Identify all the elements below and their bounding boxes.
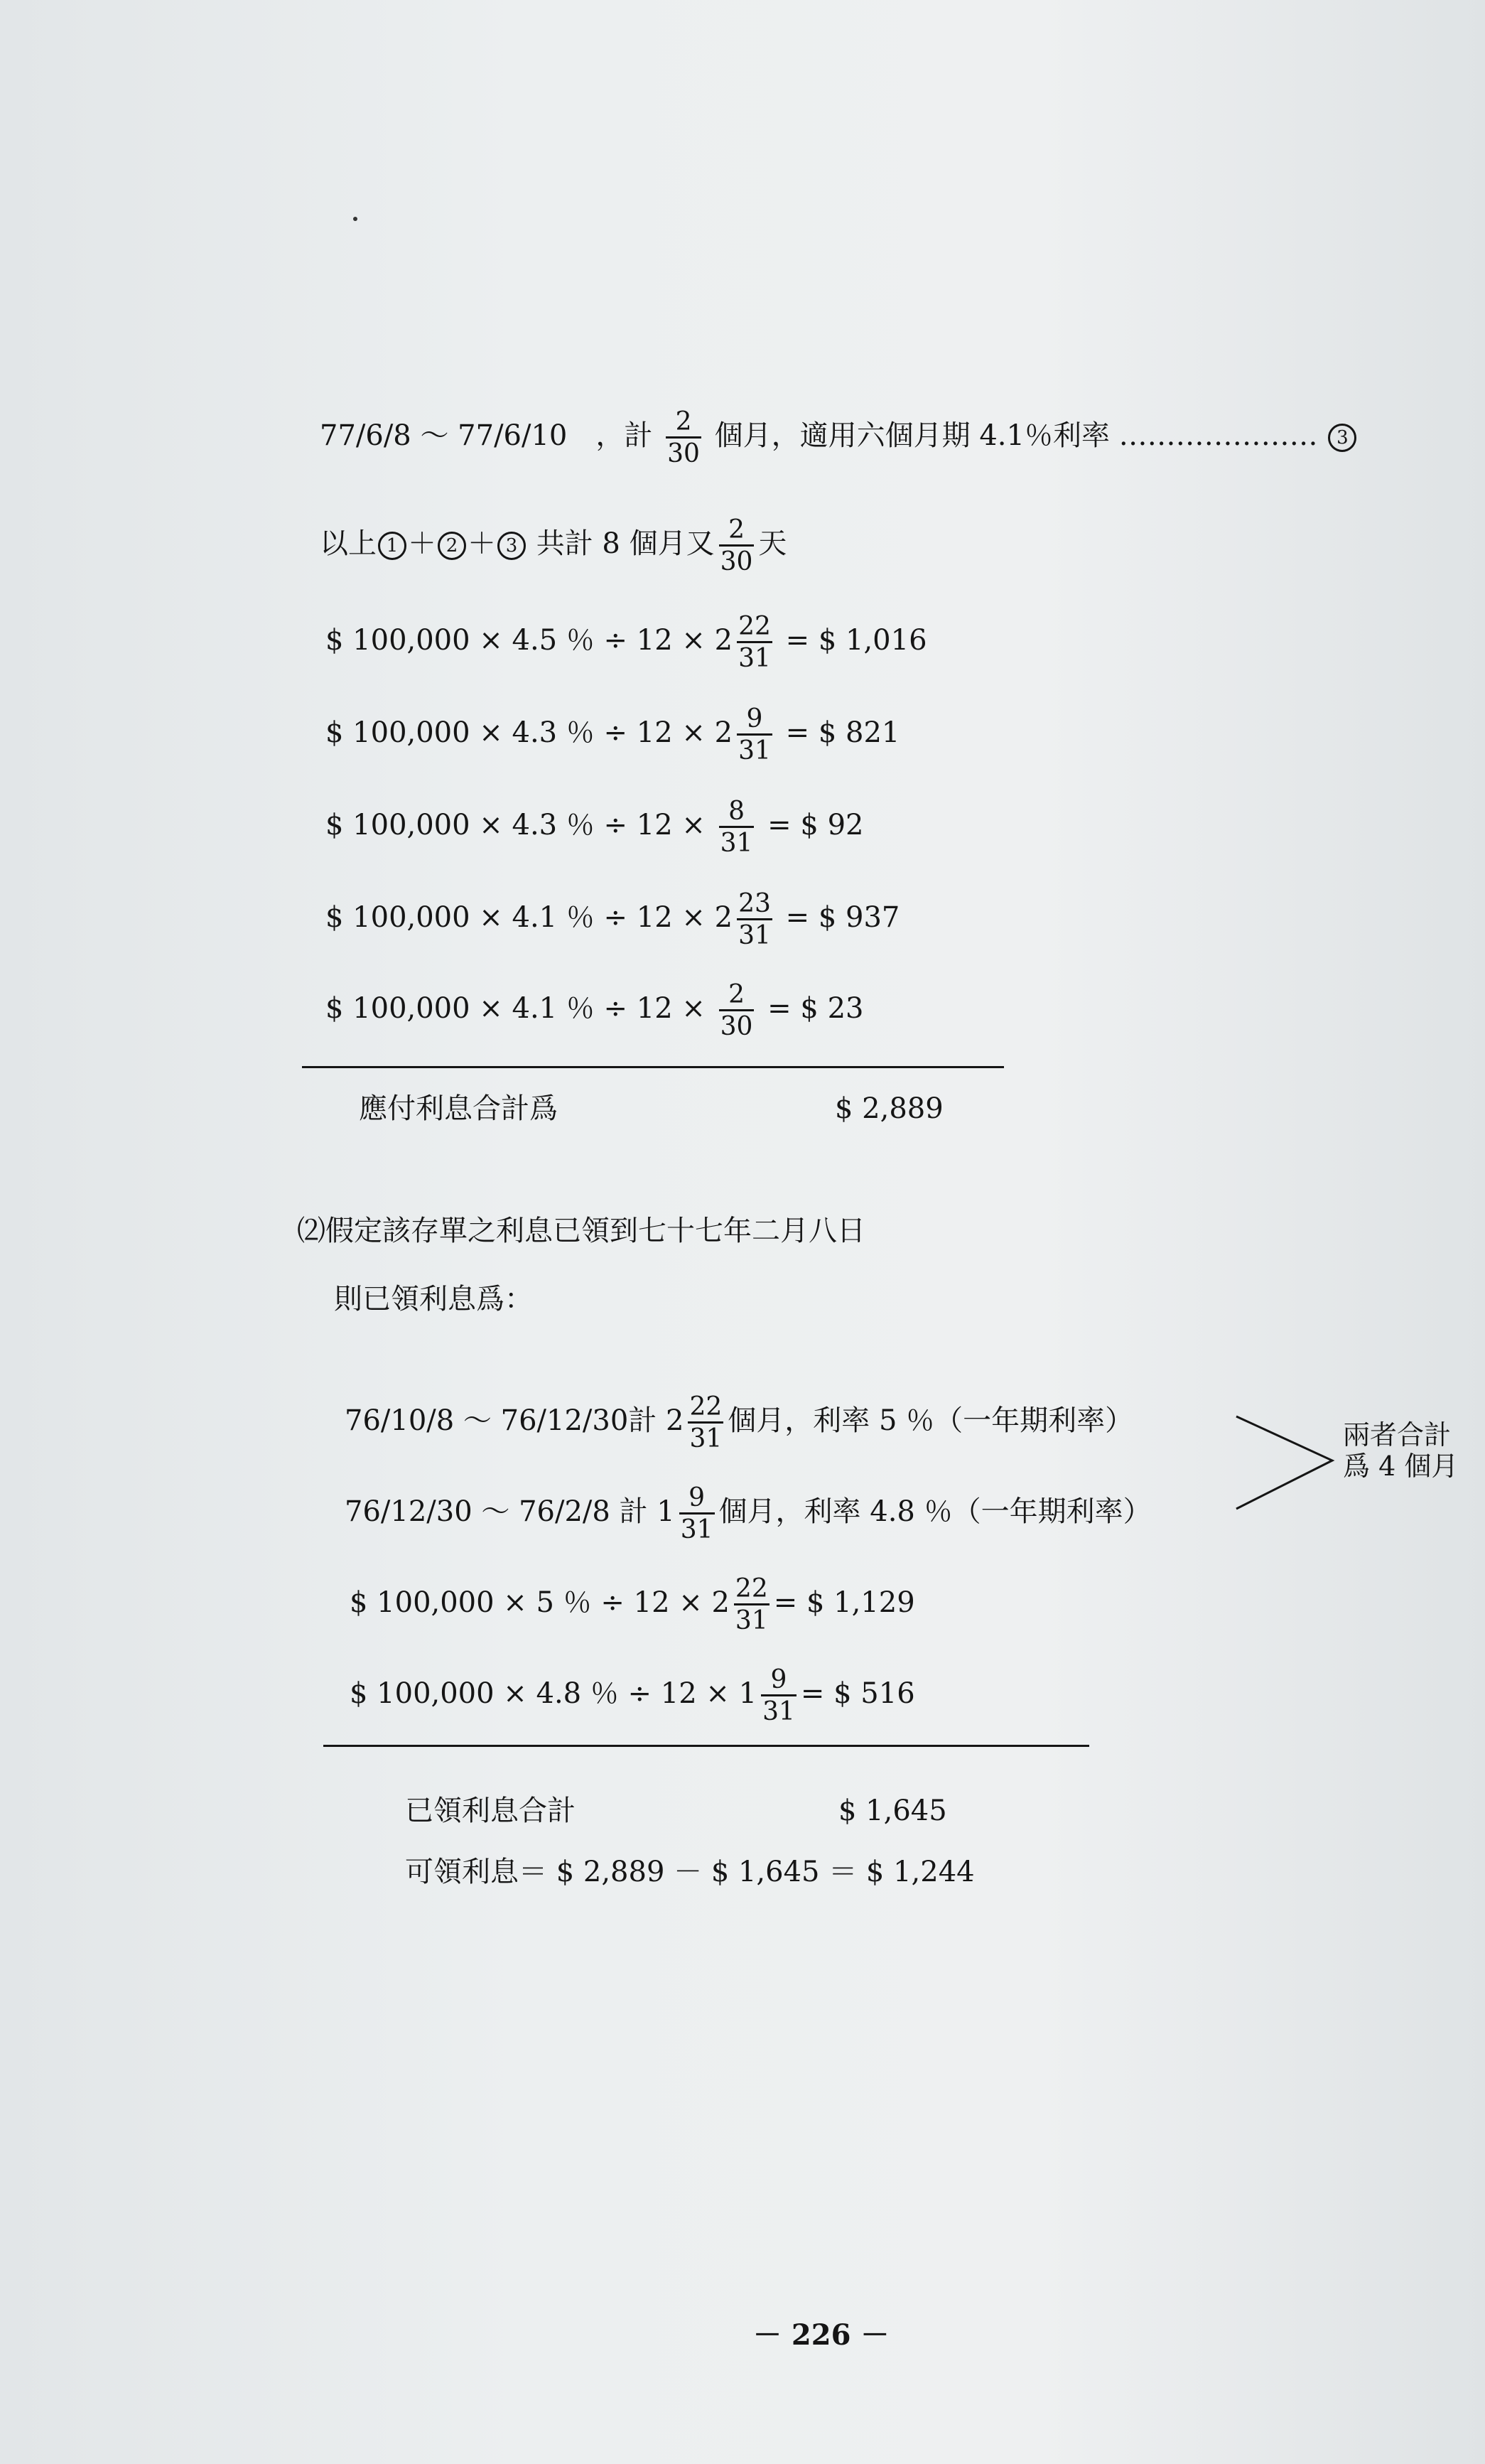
calc-expression: $ 100,000 × 4.1 ％ ÷ 12 × 2 (325, 901, 733, 935)
period-row (345, 1484, 1152, 1544)
fraction-denominator: 31 (734, 1603, 770, 1635)
calc-expression: $ 100,000 × 4.3 ％ ÷ 12 × (325, 809, 715, 842)
fraction-numerator: 23 (738, 889, 771, 918)
fraction-denominator: 30 (666, 436, 701, 468)
fraction (719, 797, 755, 857)
fraction-numerator: 2 (675, 407, 692, 436)
fraction-denominator: 31 (679, 1512, 715, 1544)
fraction-numerator: 22 (735, 1574, 768, 1603)
fraction (737, 705, 772, 765)
circled-two: 2 (438, 532, 466, 560)
fraction-denominator: 31 (737, 918, 772, 950)
total-payable-label: 應付利息合計爲 (359, 1092, 558, 1125)
period-text: 76/10/8 ～ 76/12/30計 2 (345, 1404, 684, 1438)
circled-three: 3 (497, 532, 526, 560)
total-payable-value: $ 2,889 (835, 1092, 944, 1125)
calc-result: = $ 1,129 (773, 1586, 915, 1620)
fraction-numerator: 22 (689, 1392, 723, 1421)
calc-row (325, 890, 900, 949)
fraction (679, 1484, 715, 1544)
sum-text: 共計 8 個月又 (536, 527, 715, 561)
calc-result: = $ 23 (767, 992, 864, 1026)
calc-expression: $ 100,000 × 4.3 ％ ÷ 12 × 2 (325, 716, 733, 750)
fraction (719, 981, 755, 1040)
calc-row (325, 613, 927, 672)
bracket-note-line2: 爲 4 個月 (1343, 1451, 1459, 1482)
period-line-3 (320, 408, 1358, 468)
section-subheading: 則已領利息爲： (334, 1283, 533, 1316)
calc-expression: $ 100,000 × 5 ％ ÷ 12 × 2 (350, 1586, 730, 1620)
fraction-numerator: 2 (728, 515, 745, 544)
plus-sign: ＋ (408, 527, 436, 561)
plus-sign: ＋ (468, 527, 496, 561)
period-rate: 個月，利率 4.8 ％（一年期利率） (718, 1495, 1152, 1529)
calc-expression: $ 100,000 × 4.1 ％ ÷ 12 × (325, 992, 715, 1026)
fraction-denominator: 31 (737, 641, 772, 673)
fraction-numerator: 9 (770, 1665, 787, 1694)
fraction-numerator: 22 (738, 612, 771, 641)
sum-line (320, 516, 787, 576)
period-text: 76/12/30 ～ 76/2/8 計 1 (345, 1495, 675, 1529)
fraction-denominator: 31 (737, 733, 772, 765)
calc-row (325, 797, 863, 857)
fraction-numerator: 9 (688, 1483, 706, 1512)
calc-row (325, 981, 863, 1040)
fraction-denominator: 31 (688, 1421, 723, 1453)
calc-result: = $ 821 (785, 716, 900, 750)
fraction (666, 408, 701, 468)
bracket-note-line1: 兩者合計 (1343, 1419, 1452, 1451)
calc-result: = $ 92 (767, 809, 864, 842)
fraction (737, 613, 772, 672)
sum-rule (323, 1745, 1089, 1747)
circled-one: 1 (378, 532, 406, 560)
total-received-label: 已領利息合計 (405, 1795, 576, 1827)
sum-rule (302, 1066, 1004, 1068)
calc-result: = $ 1,016 (785, 624, 927, 657)
fraction (688, 1393, 723, 1453)
period-row (345, 1393, 1133, 1453)
fraction-denominator: 31 (719, 826, 755, 858)
calc-row (350, 1575, 915, 1635)
calc-row (350, 1666, 915, 1726)
calc-result: = $ 516 (800, 1677, 915, 1711)
fraction (734, 1575, 770, 1635)
total-received-value: $ 1,645 (838, 1795, 947, 1827)
page-number: － 226 － (753, 2318, 890, 2352)
calc-result: = $ 937 (785, 901, 900, 935)
fraction (737, 890, 772, 949)
bracket-arrow (1233, 1411, 1339, 1514)
calc-expression: $ 100,000 × 4.5 ％ ÷ 12 × 2 (325, 624, 733, 657)
fraction (719, 516, 755, 576)
section-heading: ⑵假定該存單之利息已領到七十七年二月八日 (297, 1215, 865, 1247)
final-calculation: 可領利息＝ $ 2,889 － $ 1,645 ＝ $ 1,244 (405, 1856, 975, 1888)
fraction-numerator: 9 (746, 704, 763, 733)
period-rate: 個月，利率 5 ％（一年期利率） (728, 1404, 1134, 1438)
fraction-denominator: 31 (761, 1694, 796, 1726)
calc-expression: $ 100,000 × 4.8 ％ ÷ 12 × 1 (350, 1677, 757, 1711)
fraction-numerator: 8 (728, 797, 745, 826)
sum-prefix: 以上 (320, 527, 377, 561)
fraction-denominator: 30 (719, 1009, 755, 1041)
calc-row (325, 705, 900, 765)
sum-suffix: 天 (758, 527, 787, 561)
fraction-denominator: 30 (719, 544, 755, 576)
rate-text: 個月，適用六個月期 4.1％利率 ………………… (714, 419, 1318, 453)
speck-mark (353, 217, 357, 221)
fraction (761, 1666, 796, 1726)
circled-three: 3 (1328, 424, 1356, 452)
period-text: 77/6/8 ～ 77/6/10 ，計 (320, 419, 653, 453)
fraction-numerator: 2 (728, 980, 745, 1009)
